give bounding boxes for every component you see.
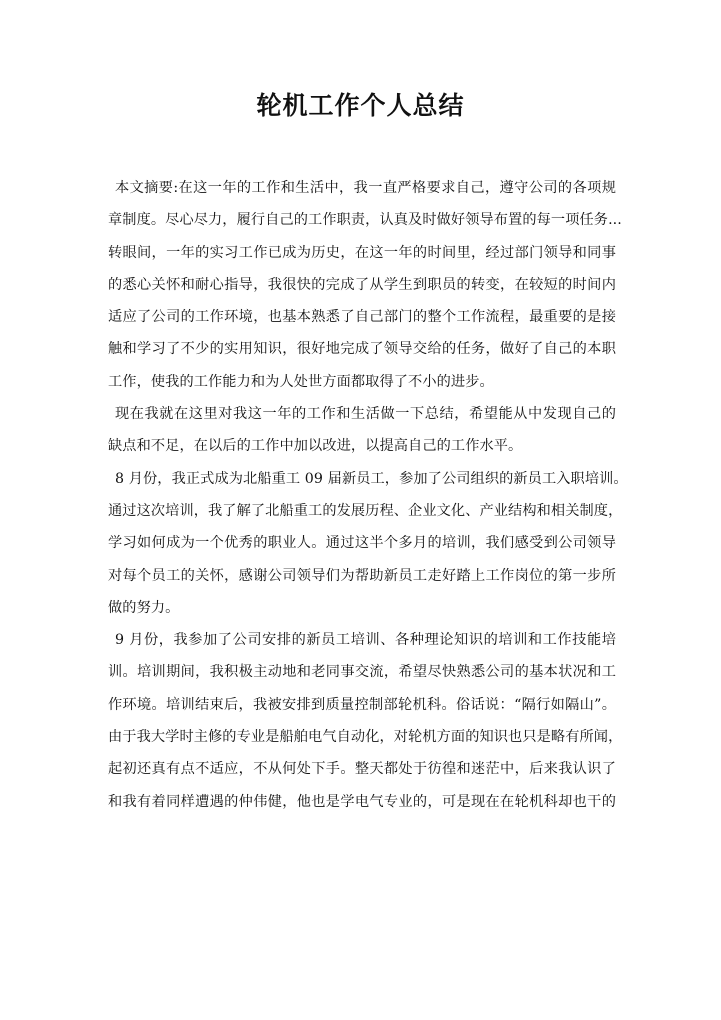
text-line: 9 月份，我参加了公司安排的新员工培训、各种理论知识的培训和工作技能培 (115, 632, 616, 649)
text-line: 学习如何成为一个优秀的职业人。通过这半个多月的培训，我们感受到公司领导 (108, 535, 616, 552)
text-line: 转眼间，一年的实习工作已成为历史，在这一年的时间里，经过部门领导和同事 (108, 244, 616, 261)
paragraph-intro (108, 398, 616, 463)
text-line: 工作，使我的工作能力和为人处世方面都取得了不小的进步。 (108, 373, 494, 390)
text-line: 本文摘要:在这一年的工作和生活中，我一直严格要求自己，遵守公司的各项规 (115, 180, 616, 196)
text-line: 做的努力。 (108, 599, 180, 616)
text-line: 训。培训期间，我积极主动地和老同事交流，希望尽快熟悉公司的基本状况和工 (108, 664, 616, 681)
text-line: 和我有着同样遭遇的仲伟健，他也是学电气专业的，可是现在在轮机科却也干的 (108, 793, 616, 810)
text-line: 由于我大学时主修的专业是船舶电气自动化，对轮机方面的知识也只是略有所闻， (108, 729, 623, 746)
text-line: 8 月份，我正式成为北船重工 09 届新员工，参加了公司组织的新员工入职培训。 (115, 470, 628, 487)
text-line: 的悉心关怀和耐心指导，我很快的完成了从学生到职员的转变，在较短的时间内 (108, 276, 616, 293)
text-line: 通过这次培训，我了解了北船重工的发展历程、企业文化、产业结构和相关制度， (108, 502, 623, 519)
text-line: 触和学习了不少的实用知识，很好地完成了领导交给的任务，做好了自己的本职 (108, 341, 616, 358)
paragraph-abstract (108, 172, 622, 398)
text-line: 章制度。尽心尽力，履行自己的工作职责，认真及时做好领导布置的每一项任务... (108, 212, 622, 229)
document-title: 轮机工作个人总结 (256, 91, 465, 120)
text-line: 缺点和不足，在以后的工作中加以改进，以提高自己的工作水平。 (108, 438, 523, 455)
paragraph-september (108, 624, 623, 818)
text-line: 适应了公司的工作环境，也基本熟悉了自己部门的整个工作流程，最重要的是接 (108, 309, 616, 326)
text-line: 作环境。培训结束后，我被安排到质量控制部轮机科。俗话说：“隔行如隔山”。 (108, 696, 616, 713)
text-line: 现在我就在这里对我这一年的工作和生活做一下总结，希望能从中发现自己的 (115, 406, 616, 423)
text-line: 对每个员工的关怀，感谢公司领导们为帮助新员工走好踏上工作岗位的第一步所 (108, 567, 616, 584)
paragraph-august (108, 463, 628, 624)
text-line: 起初还真有点不适应，不从何处下手。整天都处于彷徨和迷茫中，后来我认识了 (108, 761, 616, 778)
document-body (108, 172, 628, 818)
